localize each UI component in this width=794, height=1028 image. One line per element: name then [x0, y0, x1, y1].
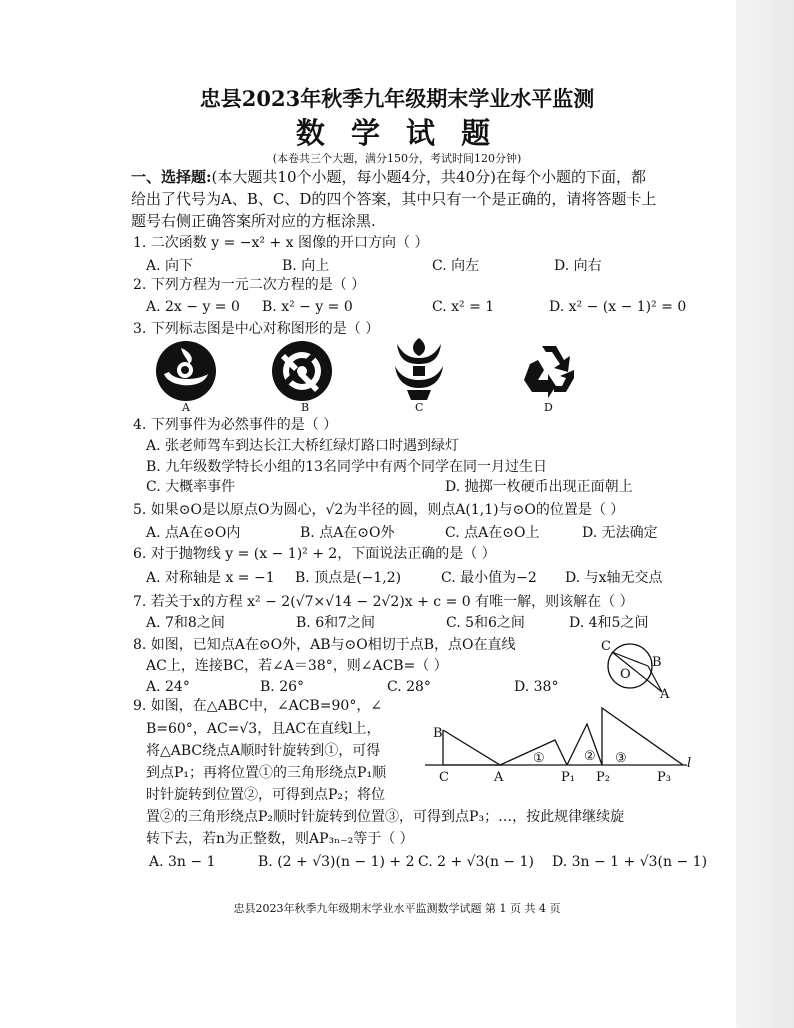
question-4-option-b: B. 九年级数学特长小组的13名同学中有两个同学在同一月过生日: [146, 459, 548, 475]
logo-c-label: C: [415, 401, 424, 414]
fig9-label-line-l: l: [687, 756, 692, 771]
fig9-label-c: C: [439, 770, 449, 785]
question-6-option-b: B. 顶点是(−1,2): [295, 570, 402, 586]
question-8-stem-line2: AC上，连接BC，若∠A＝38°，则∠ACB=（ ）: [146, 658, 448, 674]
question-2-option-b: B. x² − y = 0: [262, 299, 353, 315]
question-4-option-a: A. 张老师驾车到达长江大桥红绿灯路口时遇到绿灯: [146, 438, 460, 454]
question-5-option-c: C. 点A在⊙O上: [445, 525, 540, 541]
question-8-option-c: C. 28°: [387, 679, 431, 695]
section-heading: [131, 168, 646, 186]
question-9-figure: [425, 700, 695, 788]
section-instructions-line3: 题号右侧正确答案所对应的方框涂黑.: [131, 212, 376, 230]
question-6-stem: 6. 对于抛物线 y = (x − 1)² + 2，下面说法正确的是（ ）: [133, 546, 496, 562]
fig8-label-a: A: [660, 687, 670, 702]
question-3-stem: 3. 下列标志图是中心对称图形的是（ ）: [133, 321, 380, 337]
question-9-line3: 将△ABC绕点A顺时针旋转到①，可得: [146, 743, 381, 759]
question-8-option-b: B. 26°: [260, 679, 305, 695]
fig8-label-c: C: [601, 639, 611, 654]
question-9-line4: 到点P₁；再将位置①的三角形绕点P₁顺: [146, 765, 387, 781]
question-9-option-a: A. 3n − 1: [149, 854, 216, 870]
question-8-option-d: D. 38°: [514, 679, 559, 695]
question-7-option-c: C. 5和6之间: [446, 615, 525, 631]
logo-d-label: D: [544, 401, 553, 414]
logo-b-label: B: [301, 401, 310, 414]
fig9-label-p1: P₁: [561, 770, 575, 785]
section-heading-label: 一、选择题:: [131, 168, 212, 186]
section-instructions-line2: 给出了代号为A、B、C、D的四个答案，其中只有一个是正确的，请将答题卡上: [131, 190, 657, 208]
section-instructions-line1: (本大题共10个小题，每小题4分，共40分)在每个小题的下面，都: [211, 168, 646, 186]
question-2-option-c: C. x² = 1: [432, 299, 495, 315]
question-4-option-c: C. 大概率事件: [146, 479, 236, 495]
question-8-option-a: A. 24°: [146, 679, 190, 695]
question-8-figure: [596, 636, 676, 702]
question-9-option-c: C. 2 + √3(n − 1): [418, 854, 534, 870]
fig9-label-p2: P₂: [596, 770, 610, 785]
question-9-option-d: D. 3n − 1 + √3(n − 1): [552, 854, 708, 870]
question-6-option-a: A. 对称轴是 x = −1: [146, 570, 275, 586]
question-9-option-b: B. (2 + √3)(n − 1) + 2: [258, 854, 415, 870]
fig8-label-o: O: [620, 667, 631, 682]
page-footer: 忠县2023年秋季九年级期末学业水平监测数学试题 第 1 页 共 4 页: [233, 902, 561, 915]
fig8-label-b: B: [652, 655, 662, 670]
fig9-label-position-2: ②: [584, 749, 596, 764]
subject-title: 数 学 试 题: [295, 116, 499, 150]
question-1-option-c: C. 向左: [432, 258, 480, 274]
question-1-option-d: D. 向右: [554, 258, 602, 274]
question-2-stem: 2. 下列方程为一元二次方程的是（ ）: [133, 277, 366, 293]
logo-b-icon: [271, 340, 333, 406]
question-2-option-d: D. x² − (x − 1)² = 0: [549, 299, 687, 315]
fig9-label-a: A: [494, 770, 504, 785]
question-9-line5: 时针旋转到位置②，可得到点P₂；将位: [146, 787, 386, 803]
fig9-label-position-1: ①: [533, 751, 545, 766]
question-4-stem: 4. 下列事件为必然事件的是（ ）: [133, 417, 338, 433]
question-5-option-a: A. 点A在⊙O内: [146, 525, 241, 541]
question-1-option-b: B. 向上: [282, 258, 330, 274]
question-9-line2: B=60°，AC=√3，且AC在直线l上，: [146, 721, 381, 737]
question-7-option-a: A. 7和8之间: [146, 615, 225, 631]
exam-note: (本卷共三个大题，满分150分，考试时间120分钟): [272, 152, 522, 165]
question-5-option-d: D. 无法确定: [582, 525, 658, 541]
fig9-label-b: B: [433, 726, 443, 741]
question-1-option-a: A. 向下: [146, 258, 194, 274]
question-9-line6: 置②的三角形绕点P₂顺时针旋转到位置③，可得到点P₃；…，按此规律继续旋: [146, 809, 625, 825]
fig9-label-p3: P₃: [657, 770, 671, 785]
question-9-line1: 9. 如图，在△ABC中，∠ACB=90°，∠: [133, 698, 383, 714]
question-5-option-b: B. 点A在⊙O外: [300, 525, 395, 541]
question-9-line7: 转下去，若n为正整数，则AP₃ₙ₋₂等于（ ）: [146, 831, 414, 847]
question-4-option-d: D. 抛掷一枚硬币出现正面朝上: [445, 479, 633, 495]
question-8-stem-line1: 8. 如图，已知点A在⊙O外，AB与⊙O相切于点B，点O在直线: [133, 637, 516, 653]
logo-d-recycle-icon: [518, 340, 580, 406]
logo-c-icon: [393, 336, 445, 406]
question-5-stem: 5. 如果⊙O是以原点O为圆心，√2为半径的圆，则点A(1,1)与⊙O的位置是（ ）: [133, 502, 625, 518]
question-2-option-a: A. 2x − y = 0: [146, 299, 240, 315]
logo-a-icon: [155, 340, 217, 406]
logo-a-label: A: [182, 401, 190, 414]
question-7-option-b: B. 6和7之间: [296, 615, 376, 631]
exam-title: 忠县2023年秋季九年级期末学业水平监测: [199, 86, 595, 111]
question-1-stem: 1. 二次函数 y = −x² + x 图像的开口方向（ ）: [133, 235, 429, 251]
question-6-option-c: C. 最小值为−2: [441, 570, 537, 586]
question-7-stem: 7. 若关于x的方程 x² − 2(√7×√14 − 2√2)x + c = 0 有唯一解，则该解在（ ）: [133, 594, 634, 610]
question-7-option-d: D. 4和5之间: [569, 615, 649, 631]
question-6-option-d: D. 与x轴无交点: [565, 570, 663, 586]
fig9-label-position-3: ③: [615, 751, 627, 766]
